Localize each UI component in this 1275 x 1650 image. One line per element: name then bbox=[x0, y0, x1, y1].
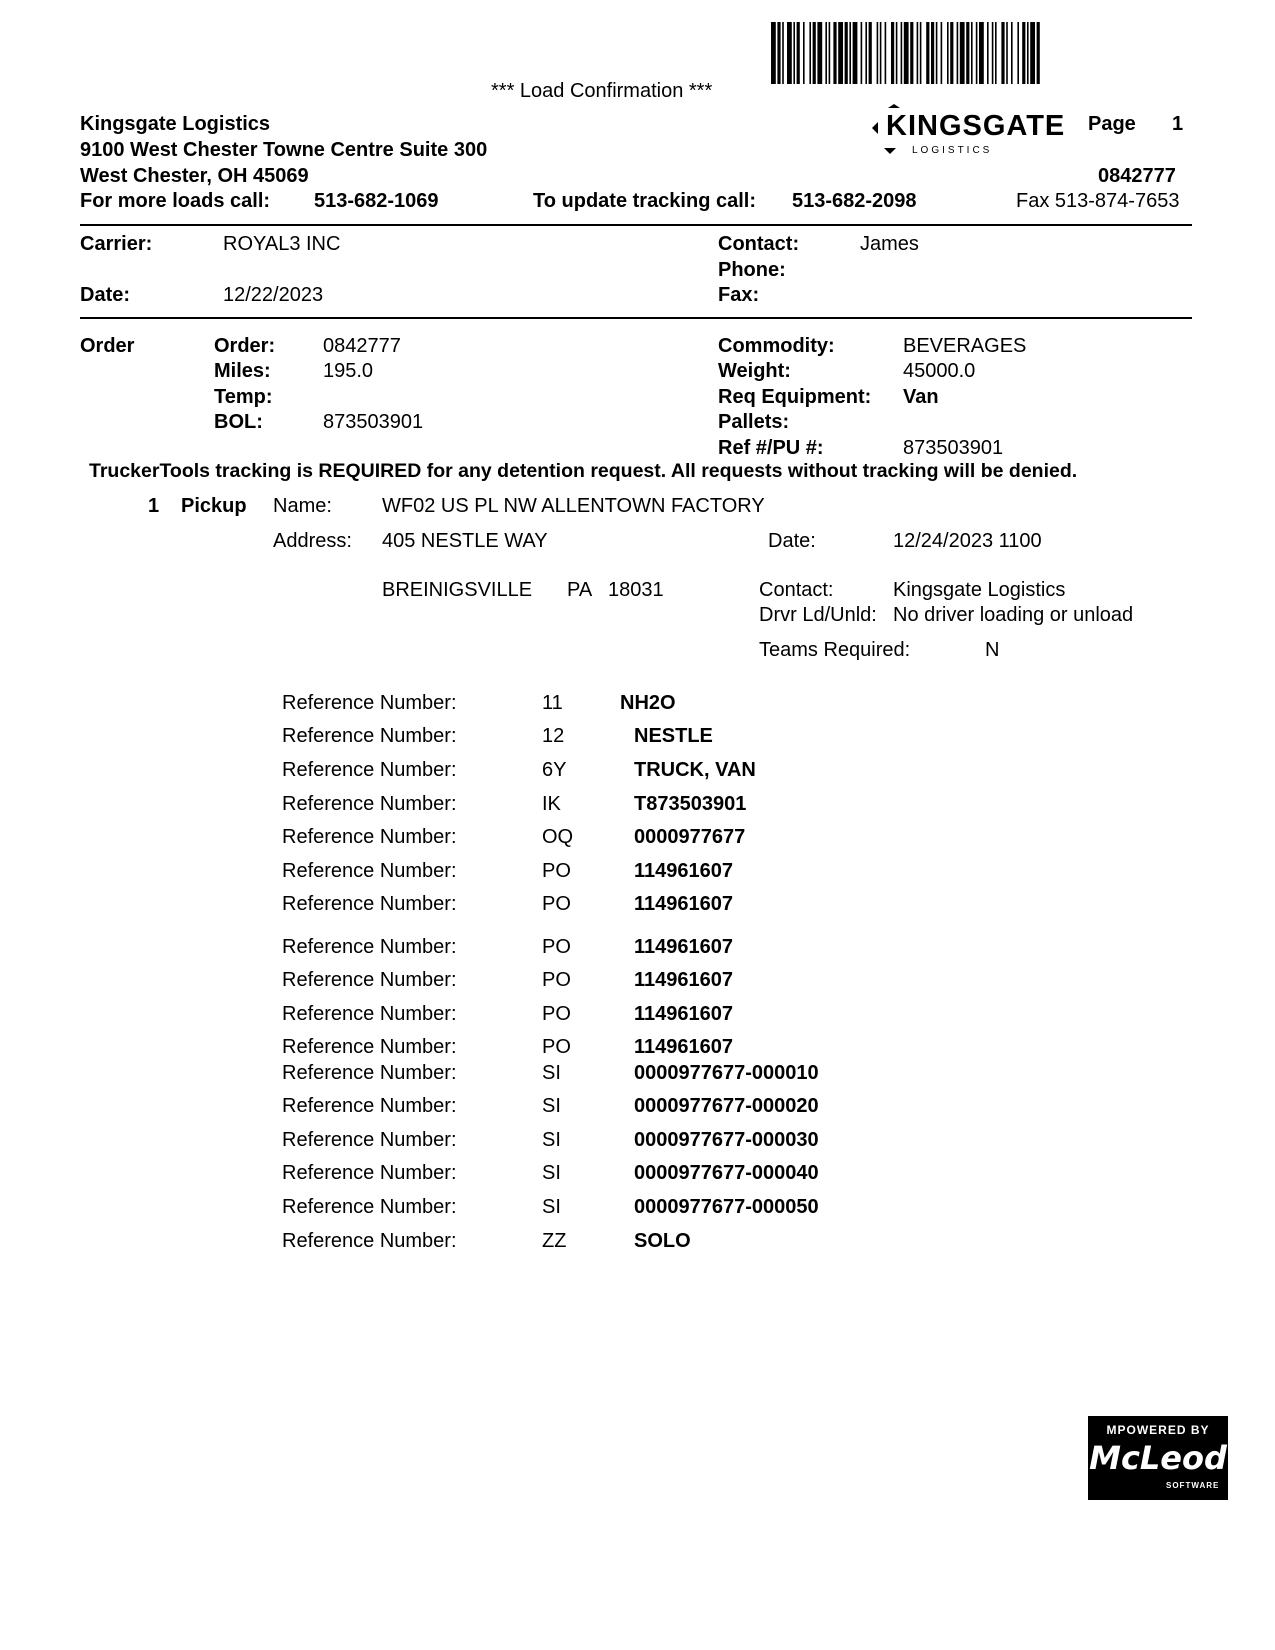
barcode-bar bbox=[813, 22, 816, 84]
divider bbox=[80, 317, 1192, 319]
stop-drvr-label: Drvr Ld/Unld: bbox=[759, 604, 877, 626]
reference-label: Reference Number: bbox=[282, 1095, 457, 1117]
barcode-bar bbox=[869, 22, 872, 84]
bol-value: 873503901 bbox=[323, 411, 424, 433]
order-value: 0842777 bbox=[323, 335, 401, 357]
date-label: Date: bbox=[80, 284, 131, 306]
barcode-bar bbox=[1017, 22, 1019, 84]
barcode-bar bbox=[1037, 22, 1040, 84]
reference-label: Reference Number: bbox=[282, 1003, 457, 1025]
order-label: Order: bbox=[214, 335, 276, 357]
reference-code: PO bbox=[542, 936, 571, 958]
company-address-line1: 9100 West Chester Towne Centre Suite 300 bbox=[80, 139, 488, 161]
reference-code: PO bbox=[542, 893, 571, 915]
barcode-bar bbox=[936, 22, 938, 84]
reference-value: 0000977677-000030 bbox=[634, 1129, 819, 1151]
reference-label: Reference Number: bbox=[282, 1196, 457, 1218]
reference-value: 0000977677 bbox=[634, 826, 746, 848]
reference-code: 11 bbox=[542, 692, 563, 714]
reference-label: Reference Number: bbox=[282, 936, 457, 958]
reference-label: Reference Number: bbox=[282, 1162, 457, 1184]
stop-contact-value: Kingsgate Logistics bbox=[893, 579, 1066, 601]
barcode-bar bbox=[957, 22, 959, 84]
barcode-bar bbox=[941, 22, 943, 84]
phone-label: Phone: bbox=[718, 259, 786, 281]
mcleod-logo bbox=[1088, 1416, 1228, 1500]
reference-label: Reference Number: bbox=[282, 969, 457, 991]
barcode-bar bbox=[833, 22, 836, 84]
reference-label: Reference Number: bbox=[282, 1062, 457, 1084]
stop-city: BREINIGSVILLE bbox=[382, 579, 533, 601]
kingsgate-logo bbox=[868, 104, 1080, 158]
barcode-bar bbox=[885, 22, 887, 84]
reference-value: NESTLE bbox=[634, 725, 713, 747]
reference-value: 114961607 bbox=[634, 893, 734, 915]
divider bbox=[80, 224, 1192, 226]
logo-subtitle: LOGISTICS bbox=[912, 145, 993, 156]
tracking-label: To update tracking call: bbox=[533, 190, 756, 212]
reference-label: Reference Number: bbox=[282, 725, 457, 747]
carrier-value: ROYAL3 INC bbox=[223, 233, 341, 255]
equipment-value: Van bbox=[903, 386, 939, 408]
barcode-bar bbox=[901, 22, 903, 84]
fax-label: Fax: bbox=[718, 284, 760, 306]
reference-code: SI bbox=[542, 1095, 561, 1117]
barcode-bar bbox=[771, 22, 776, 84]
barcode-bar bbox=[1030, 22, 1035, 84]
reference-value: 114961607 bbox=[634, 969, 734, 991]
temp-label: Temp: bbox=[214, 386, 273, 408]
reference-label: Reference Number: bbox=[282, 826, 457, 848]
ref-pu-value: 873503901 bbox=[903, 437, 1004, 459]
stop-teams-label: Teams Required: bbox=[759, 639, 911, 661]
order-section-label: Order bbox=[80, 335, 135, 357]
reference-code: PO bbox=[542, 969, 571, 991]
reference-value: SOLO bbox=[634, 1230, 691, 1252]
mcleod-logo-sub: SOFTWARE bbox=[1166, 1481, 1220, 1490]
stop-date-value: 12/24/2023 1100 bbox=[893, 530, 1042, 552]
reference-value: 0000977677-000050 bbox=[634, 1196, 819, 1218]
document-banner: *** Load Confirmation *** bbox=[491, 80, 713, 102]
reference-value: T873503901 bbox=[634, 793, 747, 815]
stop-name-value: WF02 US PL NW ALLENTOWN FACTORY bbox=[382, 495, 765, 517]
barcode-bar bbox=[803, 22, 805, 84]
pallets-label: Pallets: bbox=[718, 411, 790, 433]
mcleod-logo-brand: McLeod bbox=[1089, 1439, 1227, 1477]
stop-teams-value: N bbox=[985, 639, 1000, 661]
barcode-bar bbox=[891, 22, 894, 84]
barcode-bar bbox=[931, 22, 934, 84]
reference-label: Reference Number: bbox=[282, 759, 457, 781]
stop-type: Pickup bbox=[181, 495, 247, 517]
stop-date-label: Date: bbox=[768, 530, 816, 552]
barcode-bar bbox=[992, 22, 994, 84]
barcode-bar bbox=[976, 22, 978, 84]
commodity-value: BEVERAGES bbox=[903, 335, 1027, 357]
ref-pu-label: Ref #/PU #: bbox=[718, 437, 824, 459]
reference-value: NH2O bbox=[620, 692, 676, 714]
page-label: Page bbox=[1088, 113, 1136, 135]
reference-code: 6Y bbox=[542, 759, 567, 781]
reference-label: Reference Number: bbox=[282, 692, 457, 714]
miles-label: Miles: bbox=[214, 360, 271, 382]
stop-contact-label: Contact: bbox=[759, 579, 834, 601]
barcode-bar bbox=[853, 22, 858, 84]
reference-code: PO bbox=[542, 860, 571, 882]
more-loads-phone: 513-682-1069 bbox=[314, 190, 439, 212]
barcode-bar bbox=[1001, 22, 1004, 84]
barcode-bar bbox=[793, 22, 795, 84]
barcode-bar bbox=[960, 22, 965, 84]
barcode-bar bbox=[910, 22, 913, 84]
reference-label: Reference Number: bbox=[282, 893, 457, 915]
barcode-bar bbox=[979, 22, 984, 84]
load-number: 0842777 bbox=[1098, 165, 1176, 187]
barcode-bar bbox=[809, 22, 811, 84]
weight-value: 45000.0 bbox=[903, 360, 976, 382]
bol-label: BOL: bbox=[214, 411, 263, 433]
barcode-bar bbox=[877, 22, 879, 84]
barcode-bar bbox=[947, 22, 949, 84]
contact-label: Contact: bbox=[718, 233, 800, 255]
barcode-bar bbox=[920, 22, 922, 84]
reference-label: Reference Number: bbox=[282, 1129, 457, 1151]
page-number: 1 bbox=[1172, 113, 1184, 135]
barcode-bar bbox=[950, 22, 953, 84]
fax-number: Fax 513-874-7653 bbox=[1016, 190, 1180, 212]
tracking-notice: TruckerTools tracking is REQUIRED for any detention request. All requests without tracking will be denied. bbox=[89, 460, 1078, 482]
barcode-bar bbox=[971, 22, 973, 84]
reference-code: 12 bbox=[542, 725, 565, 747]
more-loads-label: For more loads call: bbox=[80, 190, 271, 212]
barcode-bar bbox=[1006, 22, 1008, 84]
barcode-bar bbox=[1011, 22, 1013, 84]
barcode-bar bbox=[987, 22, 989, 84]
barcode-bar bbox=[829, 22, 831, 84]
stop-address-value: 405 NESTLE WAY bbox=[382, 530, 548, 552]
reference-code: OQ bbox=[542, 826, 574, 848]
reference-label: Reference Number: bbox=[282, 793, 457, 815]
barcode-bar bbox=[782, 22, 784, 84]
equipment-label: Req Equipment: bbox=[718, 386, 872, 408]
barcode-bar bbox=[787, 22, 792, 84]
barcode-bar bbox=[896, 22, 898, 84]
logo-wordmark: KINGSGATE bbox=[886, 110, 1066, 142]
reference-code: PO bbox=[542, 1036, 571, 1058]
barcode-bar bbox=[825, 22, 827, 84]
weight-label: Weight: bbox=[718, 360, 791, 382]
reference-value: 0000977677-000040 bbox=[634, 1162, 819, 1184]
barcode-bar bbox=[845, 22, 848, 84]
carrier-label: Carrier: bbox=[80, 233, 153, 255]
reference-code: PO bbox=[542, 1003, 571, 1025]
reference-value: 0000977677-000010 bbox=[634, 1062, 819, 1084]
reference-code: IK bbox=[542, 793, 561, 815]
tracking-phone: 513-682-2098 bbox=[792, 190, 917, 212]
barcode-bar bbox=[865, 22, 867, 84]
barcode-image bbox=[771, 22, 1191, 84]
stop-name-label: Name: bbox=[273, 495, 332, 517]
reference-value: 114961607 bbox=[634, 936, 734, 958]
reference-label: Reference Number: bbox=[282, 1230, 457, 1252]
barcode-bar bbox=[1027, 22, 1029, 84]
reference-code: SI bbox=[542, 1196, 561, 1218]
commodity-label: Commodity: bbox=[718, 335, 835, 357]
barcode-bar bbox=[797, 22, 800, 84]
barcode-bar bbox=[817, 22, 822, 84]
contact-value: James bbox=[860, 233, 919, 255]
stop-zip: 18031 bbox=[608, 579, 664, 601]
reference-value: 114961607 bbox=[634, 1003, 734, 1025]
reference-code: ZZ bbox=[542, 1230, 567, 1252]
stop-drvr-value: No driver loading or unload bbox=[893, 604, 1134, 626]
barcode-bar bbox=[966, 22, 969, 84]
barcode-bar bbox=[995, 22, 997, 84]
stop-address-label: Address: bbox=[273, 530, 352, 552]
barcode-bar bbox=[904, 22, 909, 84]
reference-value: 0000977677-000020 bbox=[634, 1095, 819, 1117]
miles-value: 195.0 bbox=[323, 360, 374, 382]
barcode-bar bbox=[777, 22, 780, 84]
mcleod-logo-top: MPOWERED BY bbox=[1106, 1423, 1210, 1437]
barcode-bar bbox=[1022, 22, 1025, 84]
company-address-line2: West Chester, OH 45069 bbox=[80, 165, 309, 187]
reference-code: SI bbox=[542, 1162, 561, 1184]
barcode-bar bbox=[917, 22, 919, 84]
stop-number: 1 bbox=[148, 495, 160, 517]
reference-value: TRUCK, VAN bbox=[634, 759, 756, 781]
barcode-bar bbox=[849, 22, 851, 84]
reference-value: 114961607 bbox=[634, 860, 734, 882]
barcode-bar bbox=[926, 22, 929, 84]
barcode-bar bbox=[880, 22, 882, 84]
company-name: Kingsgate Logistics bbox=[80, 113, 271, 135]
reference-value: 114961607 bbox=[634, 1036, 734, 1058]
barcode-bar bbox=[861, 22, 863, 84]
stop-state: PA bbox=[567, 579, 593, 601]
reference-label: Reference Number: bbox=[282, 860, 457, 882]
reference-code: SI bbox=[542, 1129, 561, 1151]
barcode-bar bbox=[838, 22, 843, 84]
date-value: 12/22/2023 bbox=[223, 284, 324, 306]
reference-label: Reference Number: bbox=[282, 1036, 457, 1058]
reference-code: SI bbox=[542, 1062, 561, 1084]
